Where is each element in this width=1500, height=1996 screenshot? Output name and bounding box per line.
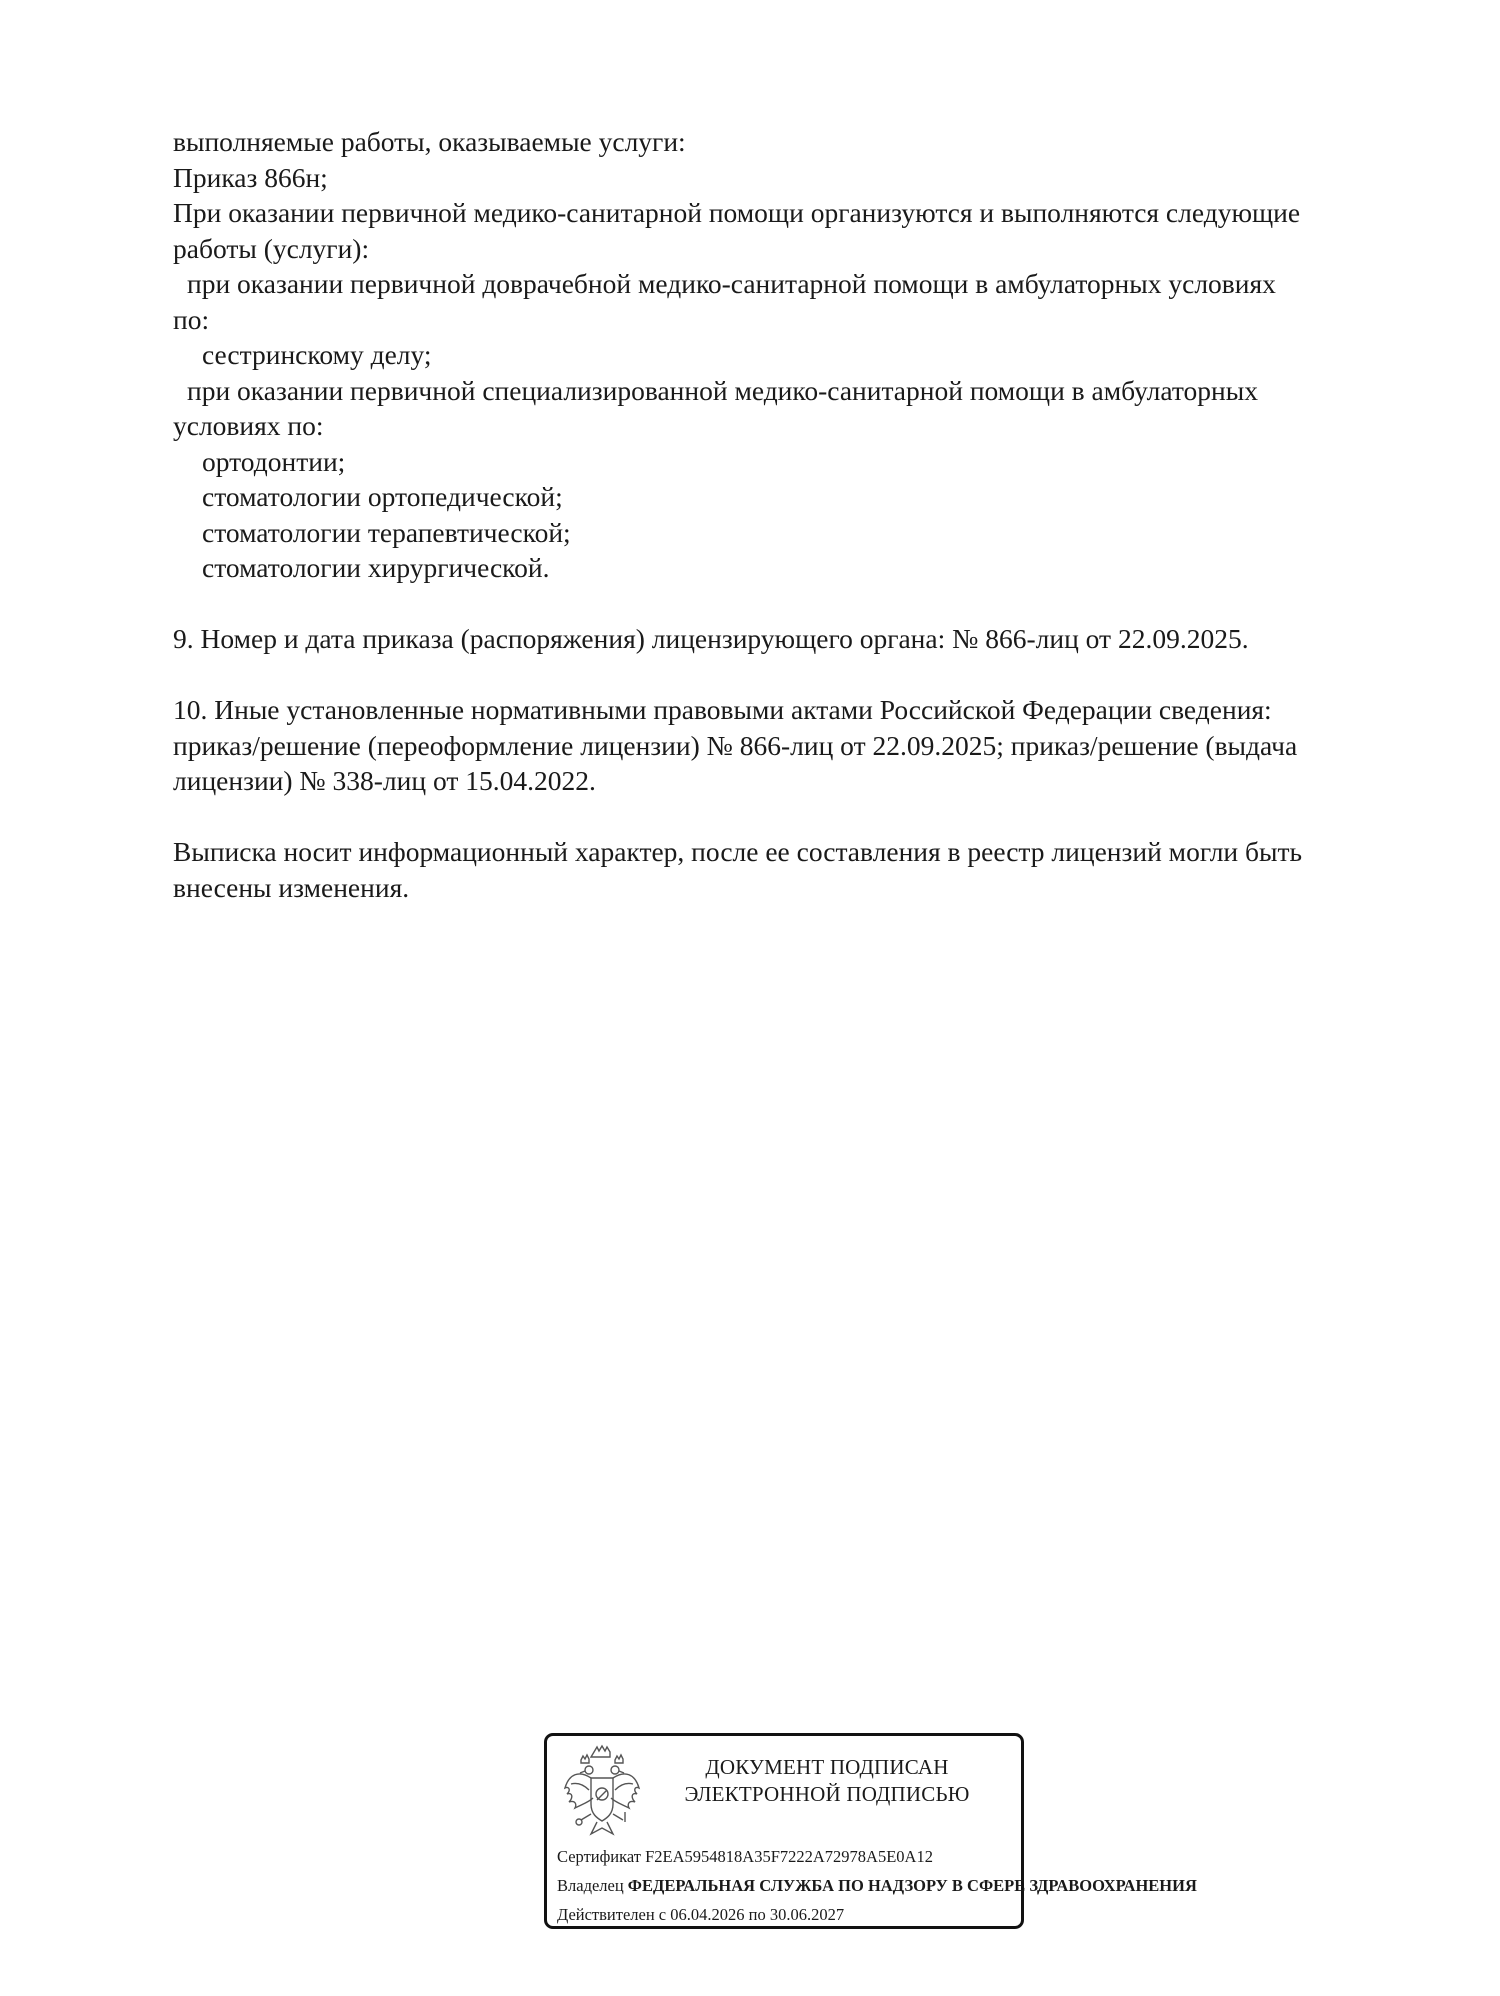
list-item: сестринскому делу;	[202, 339, 432, 370]
owner-label: Владелец	[557, 1876, 624, 1895]
item-10-line: приказ/решение (переоформление лицензии) № 866-лиц от 22.09.2025; приказ/решение (выдача	[173, 729, 1298, 761]
paragraph-gap	[173, 799, 1413, 835]
notice-line: внесены изменения.	[173, 871, 410, 903]
list-item: стоматологии терапевтической;	[202, 516, 571, 548]
list-item: ортодонтии;	[202, 445, 346, 477]
list-item: стоматологии хирургической.	[202, 552, 550, 583]
text-line: условиях по:	[173, 410, 324, 441]
item-10-line: лицензии) № 338-лиц от 15.04.2022.	[173, 765, 596, 796]
text-line: при оказании первичной доврачебной медико-санитарной помощи в амбулаторных условиях	[187, 268, 1276, 299]
stamp-title	[647, 1754, 1007, 1808]
text-line: по:	[173, 303, 210, 335]
stamp-title-line: ЭЛЕКТРОННОЙ ПОДПИСЬЮ	[684, 1782, 970, 1806]
list-item: стоматологии ортопедической;	[202, 481, 563, 512]
certificate-validity: Действителен с 06.04.2026 по 30.06.2027	[557, 1905, 845, 1924]
item-10-line: 10. Иные установленные нормативными правовыми актами Российской Федерации сведения:	[173, 694, 1272, 725]
paragraph-gap	[173, 657, 1413, 693]
stamp-title-line: ДОКУМЕНТ ПОДПИСАН	[705, 1755, 949, 1779]
text-line: При оказании первичной медико-санитарной помощи организуются и выполняются следующие	[173, 197, 1301, 228]
text-line: Приказ 866н;	[173, 161, 328, 193]
notice-line: Выписка носит информационный характер, после ее составления в реестр лицензий могли быть	[173, 836, 1303, 867]
text-line: выполняемые работы, оказываемые услуги:	[173, 126, 686, 157]
text-line: работы (услуги):	[173, 232, 370, 264]
owner-value: ФЕДЕРАЛЬНАЯ СЛУЖБА ПО НАДЗОРУ В СФЕРЕ ЗДРАВООХРАНЕНИЯ	[627, 1876, 1197, 1895]
stamp-info	[557, 1842, 1197, 1929]
electronic-signature-stamp	[544, 1733, 1197, 1929]
document-body	[173, 124, 1413, 905]
coat-of-arms-icon	[561, 1744, 643, 1844]
certificate-owner	[557, 1871, 1197, 1900]
paragraph-gap	[173, 586, 1413, 622]
certificate-number: Сертификат F2EA5954818A35F7222A72978A5E0A12	[557, 1847, 933, 1866]
text-line: при оказании первичной специализированной медико-санитарной помощи в амбулаторных	[187, 374, 1258, 406]
item-9-paragraph: 9. Номер и дата приказа (распоряжения) лицензирующего органа: № 866-лиц от 22.09.2025.	[173, 623, 1249, 654]
